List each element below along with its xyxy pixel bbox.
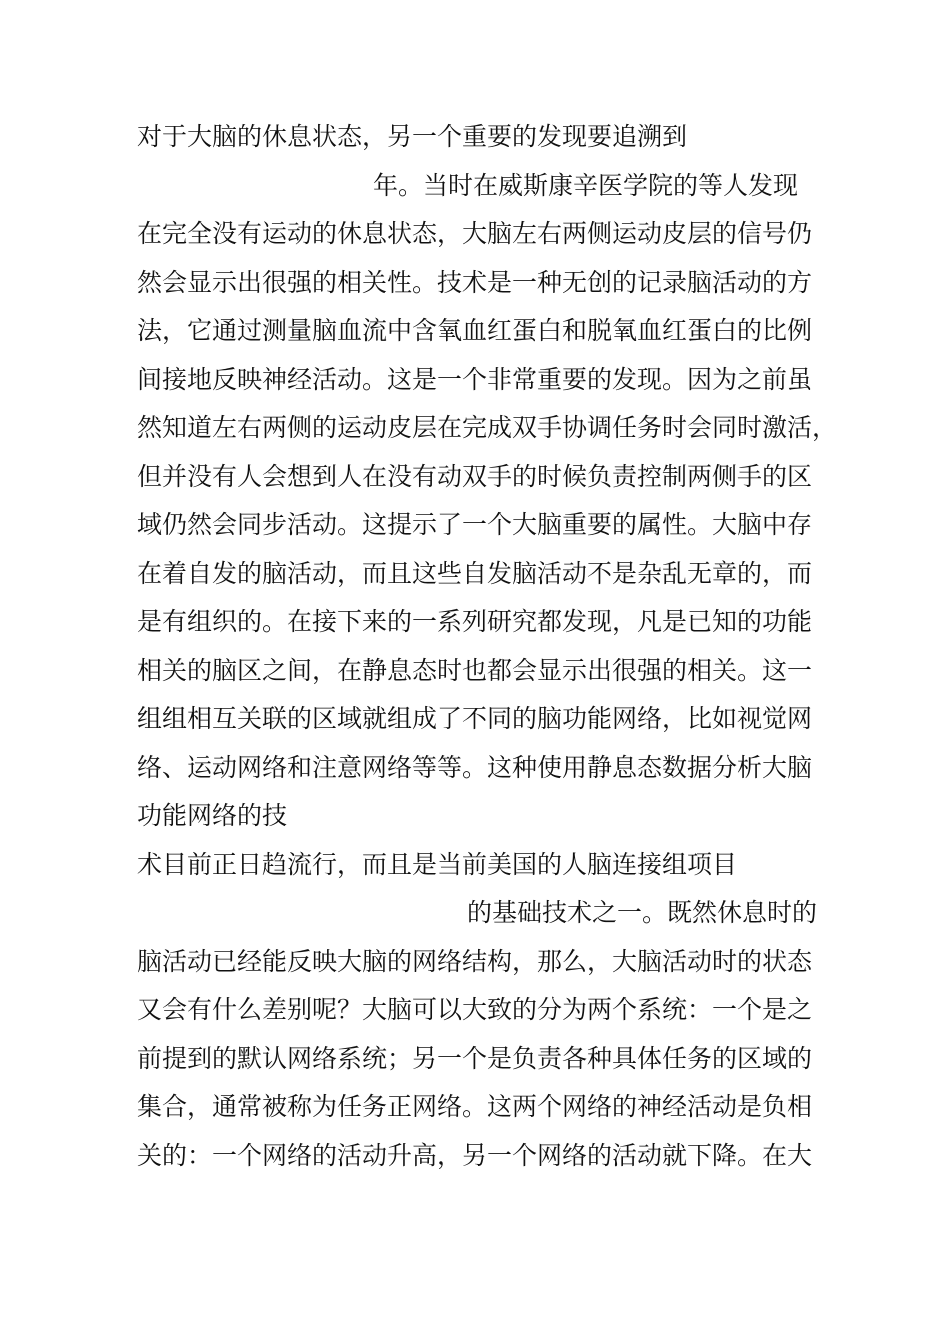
text-line-11: 是有组织的。在接下来的一系列研究都发现，凡是已知的功能 — [137, 607, 813, 636]
text-line-7: 然知道左右两侧的运动皮层在完成双手协调任务时会同时激活， — [137, 413, 838, 442]
body-text — [137, 113, 837, 1180]
text-line-1: 对于大脑的休息状态，另一个重要的发现要追溯到 — [137, 122, 688, 151]
text-line-16: 术目前正日趋流行，而且是当前美国的人脑连接组项目 — [137, 849, 738, 879]
text-line-9: 域仍然会同步活动。这提示了一个大脑重要的属性。大脑中存 — [137, 510, 813, 539]
text-line-17: 的基础技术之一。既然休息时的 — [467, 898, 818, 927]
text-line-22: 关的：一个网络的活动升高，另一个网络的活动就下降。在大 — [137, 1140, 813, 1170]
text-line-14: 络、运动网络和注意网络等等。这种使用静息态数据分析大脑 — [137, 752, 813, 782]
text-line-6: 间接地反映神经活动。这是一个非常重要的发现。因为之前虽 — [137, 364, 813, 394]
text-line-2: 年。当时在威斯康辛医学院的等人发现 — [373, 170, 799, 200]
text-line-3: 在完全没有运动的休息状态，大脑左右两侧运动皮层的信号仍 — [137, 219, 813, 248]
text-line-13: 组组相互关联的区域就组成了不同的脑功能网络，比如视觉网 — [137, 704, 813, 733]
text-line-12: 相关的脑区之间，在静息态时也都会显示出很强的相关。这一 — [137, 655, 813, 685]
text-line-18: 脑活动已经能反映大脑的网络结构，那么，大脑活动时的状态 — [137, 946, 813, 976]
text-line-10: 在着自发的脑活动，而且这些自发脑活动不是杂乱无章的，而 — [137, 558, 813, 588]
text-line-20: 前提到的默认网络系统；另一个是负责各种具体任务的区域的 — [137, 1043, 813, 1073]
text-line-5: 法，它通过测量脑血流中含氧血红蛋白和脱氧血红蛋白的比例 — [137, 316, 813, 345]
text-line-4: 然会显示出很强的相关性。技术是一种无创的记录脑活动的方 — [137, 267, 813, 297]
text-line-15: 功能网络的技 — [137, 801, 288, 830]
text-line-8: 但并没有人会想到人在没有动双手的时候负责控制两侧手的区 — [137, 461, 813, 491]
text-line-19: 又会有什么差别呢？大脑可以大致的分为两个系统：一个是之 — [137, 995, 813, 1024]
text-line-21: 集合，通常被称为任务正网络。这两个网络的神经活动是负相 — [137, 1092, 813, 1121]
